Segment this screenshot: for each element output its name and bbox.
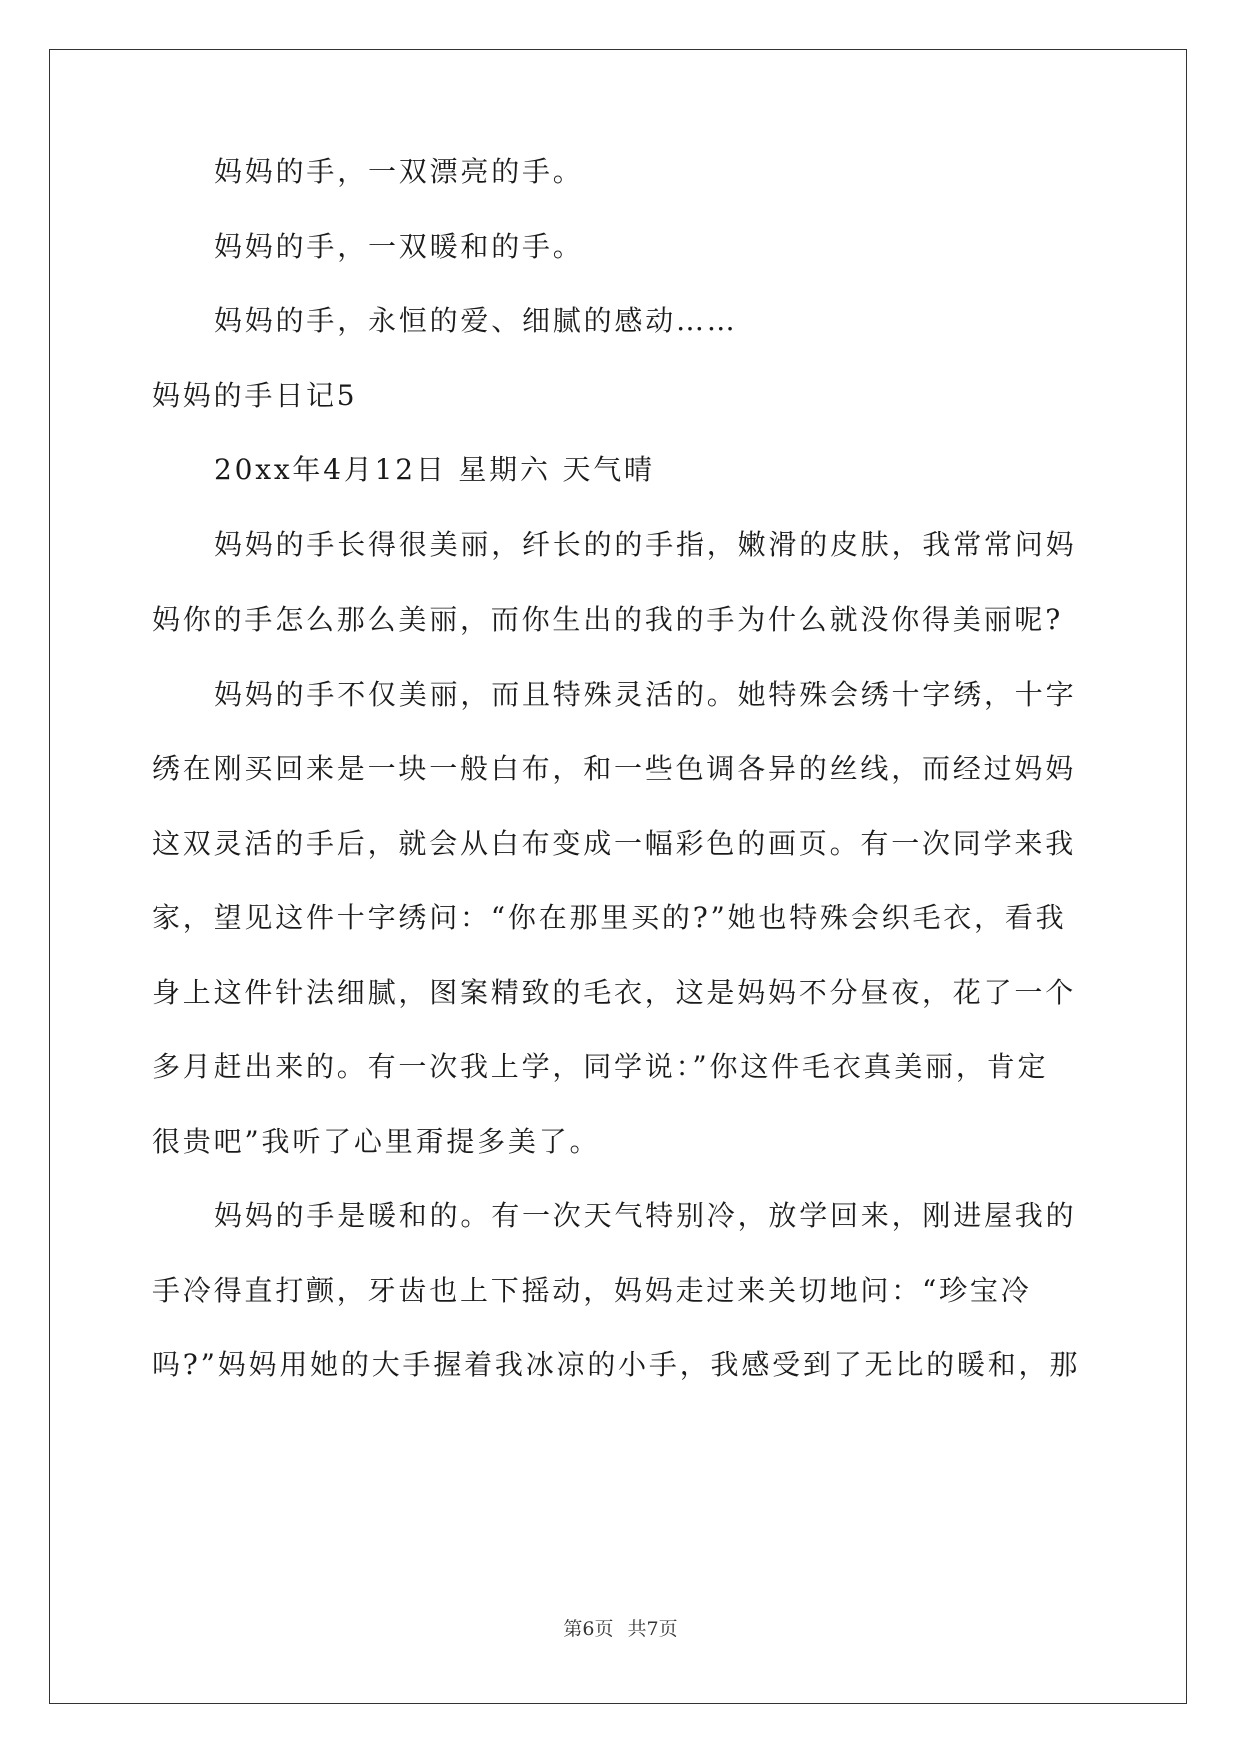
section-heading: 妈妈的手日记5 — [152, 379, 358, 412]
page-number-total: 共7页 — [627, 1618, 678, 1640]
diary-date-line: 20xx年4月12日 星期六 天气晴 — [214, 453, 655, 486]
text-line: 妈妈的手是暖和的。有一次天气特别冷，放学回来，刚进屋我的 — [214, 1199, 1077, 1232]
text-line: 妈你的手怎么那么美丽，而你生出的我的手为什么就没你得美丽呢? — [152, 603, 1064, 636]
text-line: 家，望见这件十字绣问：“你在那里买的?”她也特殊会织毛衣，看我 — [152, 901, 1067, 934]
text-line: 妈妈的手，一双暖和的手。 — [214, 230, 584, 263]
text-line: 妈妈的手，一双漂亮的手。 — [214, 155, 584, 188]
page-border — [49, 49, 1187, 1704]
text-line: 妈妈的手，永恒的爱、细腻的感动…… — [214, 304, 738, 337]
page-footer — [0, 1614, 1241, 1641]
text-line: 身上这件针法细腻，图案精致的毛衣，这是妈妈不分昼夜，花了一个 — [152, 976, 1077, 1009]
text-line: 很贵吧”我听了心里甭提多美了。 — [152, 1125, 601, 1158]
text-line: 吗?”妈妈用她的大手握着我冰凉的小手，我感受到了无比的暖和，那 — [152, 1348, 1081, 1381]
text-line: 妈妈的手不仅美丽，而且特殊灵活的。她特殊会绣十字绣，十字 — [214, 678, 1077, 711]
text-line: 绣在刚买回来是一块一般白布，和一些色调各异的丝线，而经过妈妈 — [152, 752, 1077, 785]
text-line: 多月赶出来的。有一次我上学，同学说：”你这件毛衣真美丽，肯定 — [152, 1050, 1049, 1083]
text-line: 妈妈的手长得很美丽，纤长的的手指，嫩滑的皮肤，我常常问妈 — [214, 528, 1077, 561]
text-line: 手冷得直打颤，牙齿也上下摇动，妈妈走过来关切地问：“珍宝冷 — [152, 1274, 1032, 1307]
page-number-current: 第6页 — [563, 1618, 614, 1640]
text-line: 这双灵活的手后，就会从白布变成一幅彩色的画页。有一次同学来我 — [152, 827, 1077, 860]
